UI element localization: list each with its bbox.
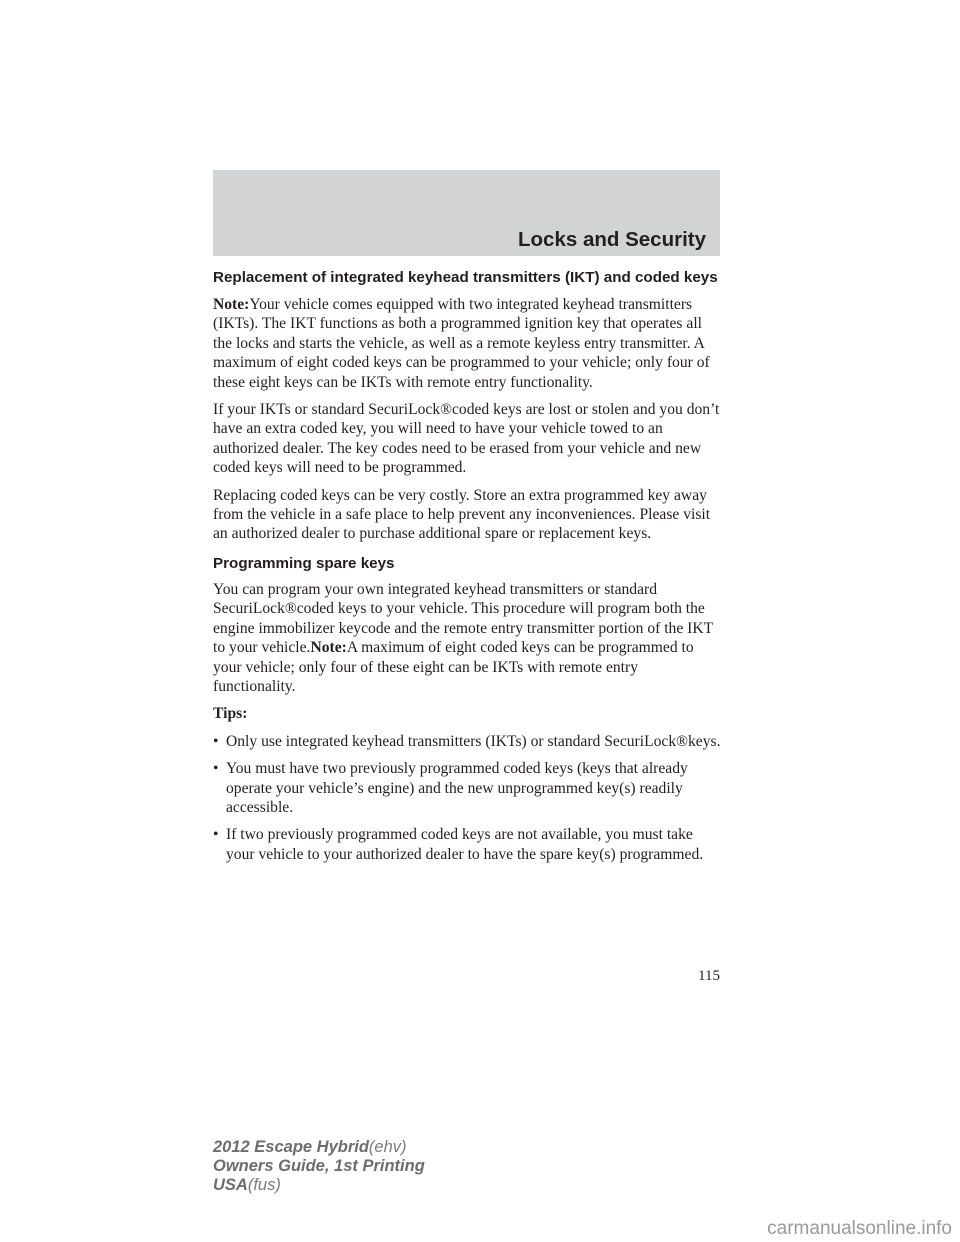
bullet-icon: • bbox=[213, 826, 219, 844]
note-label: Note: bbox=[310, 639, 347, 657]
heading-replacement-keys: Replacement of integrated keyhead transmitters (IKT) and coded keys bbox=[213, 269, 718, 286]
programming-text-end: A maximum of eight coded keys can be programmed to your vehicle; only four of these eight can be IKTs with remote entry functionality. bbox=[213, 639, 694, 695]
footer-model-code: (ehv) bbox=[368, 1138, 407, 1156]
paragraph-programming bbox=[213, 580, 723, 696]
footer-line-1 bbox=[213, 1138, 425, 1157]
document-footer bbox=[213, 1138, 425, 1195]
paragraph-note-ikt bbox=[213, 295, 723, 392]
section-title: Locks and Security bbox=[518, 228, 706, 251]
tip-text: You must have two previously programmed coded keys (keys that already operate your vehicle’s engine) and the new unprogrammed key(s) readily accessible. bbox=[226, 760, 688, 816]
bullet-icon: • bbox=[213, 760, 219, 778]
lost-keys-text-start: If your IKTs or standard SecuriLock bbox=[213, 401, 441, 419]
note-text: Your vehicle comes equipped with two integrated keyhead transmitters (IKTs). The IKT functions as both a programmed ignition key that operates all the locks and starts the vehicle, as well as a remote keyless entry transmitter. A maximum of eight coded keys can be programmed to your vehicle; only four of these eight keys can be IKTs with remote entry functionality. bbox=[213, 296, 710, 391]
bullet-icon: • bbox=[213, 732, 219, 750]
watermark-text: carmanualsonline.info bbox=[767, 1218, 952, 1239]
list-item bbox=[213, 825, 723, 864]
registered-mark: ® bbox=[284, 600, 297, 618]
footer-printing: Owners Guide, 1st Printing bbox=[213, 1157, 425, 1175]
tips-label-text: Tips: bbox=[213, 705, 248, 723]
tips-label bbox=[213, 704, 723, 723]
page-number: 115 bbox=[698, 968, 720, 984]
footer-model: 2012 Escape Hybrid bbox=[213, 1138, 369, 1156]
list-item bbox=[213, 759, 723, 817]
page-content bbox=[213, 268, 723, 872]
list-item bbox=[213, 732, 723, 751]
footer-line-2 bbox=[213, 1157, 425, 1176]
tip-text-end: keys. bbox=[687, 732, 721, 750]
footer-line-3 bbox=[213, 1176, 425, 1195]
note-label: Note: bbox=[213, 296, 250, 313]
section-header-band bbox=[213, 170, 720, 256]
paragraph-replacing-cost: Replacing coded keys can be very costly. Store an extra programmed key away from the vehicle in a safe place to help prevent any inconveniences. Please visit an authorized dealer to purchase additional spare or replacement keys. bbox=[213, 486, 711, 543]
footer-market-code: (fus) bbox=[247, 1176, 281, 1194]
tip-text: Only use integrated keyhead transmitters (IKTs) or standard SecuriLock bbox=[226, 732, 677, 750]
lost-keys-text-end: coded keys are lost or stolen and you don’t have an extra coded key, you will need to have your vehicle towed to an authorized dealer. The key codes need to be erased from your vehicle and new coded keys will need to be programmed. bbox=[213, 401, 720, 477]
registered-mark: ® bbox=[676, 732, 688, 750]
tip-text: If two previously programmed coded keys are not available, you must take your vehicle to your authorized dealer to have the spare key(s) programmed. bbox=[226, 826, 704, 863]
programming-text-middle: coded keys to your vehicle. This procedure will program both the engine immobilizer keycode and the remote entry transmitter portion of the IKT to your vehicle. bbox=[213, 600, 713, 657]
tips-list bbox=[213, 732, 723, 864]
registered-mark: ® bbox=[440, 401, 452, 419]
footer-market: USA bbox=[213, 1176, 248, 1194]
heading-programming-spare-keys: Programming spare keys bbox=[213, 554, 395, 572]
paragraph-lost-keys bbox=[213, 400, 723, 478]
programming-text-start: You can program your own integrated keyhead transmitters or standard SecuriLock bbox=[213, 580, 658, 618]
